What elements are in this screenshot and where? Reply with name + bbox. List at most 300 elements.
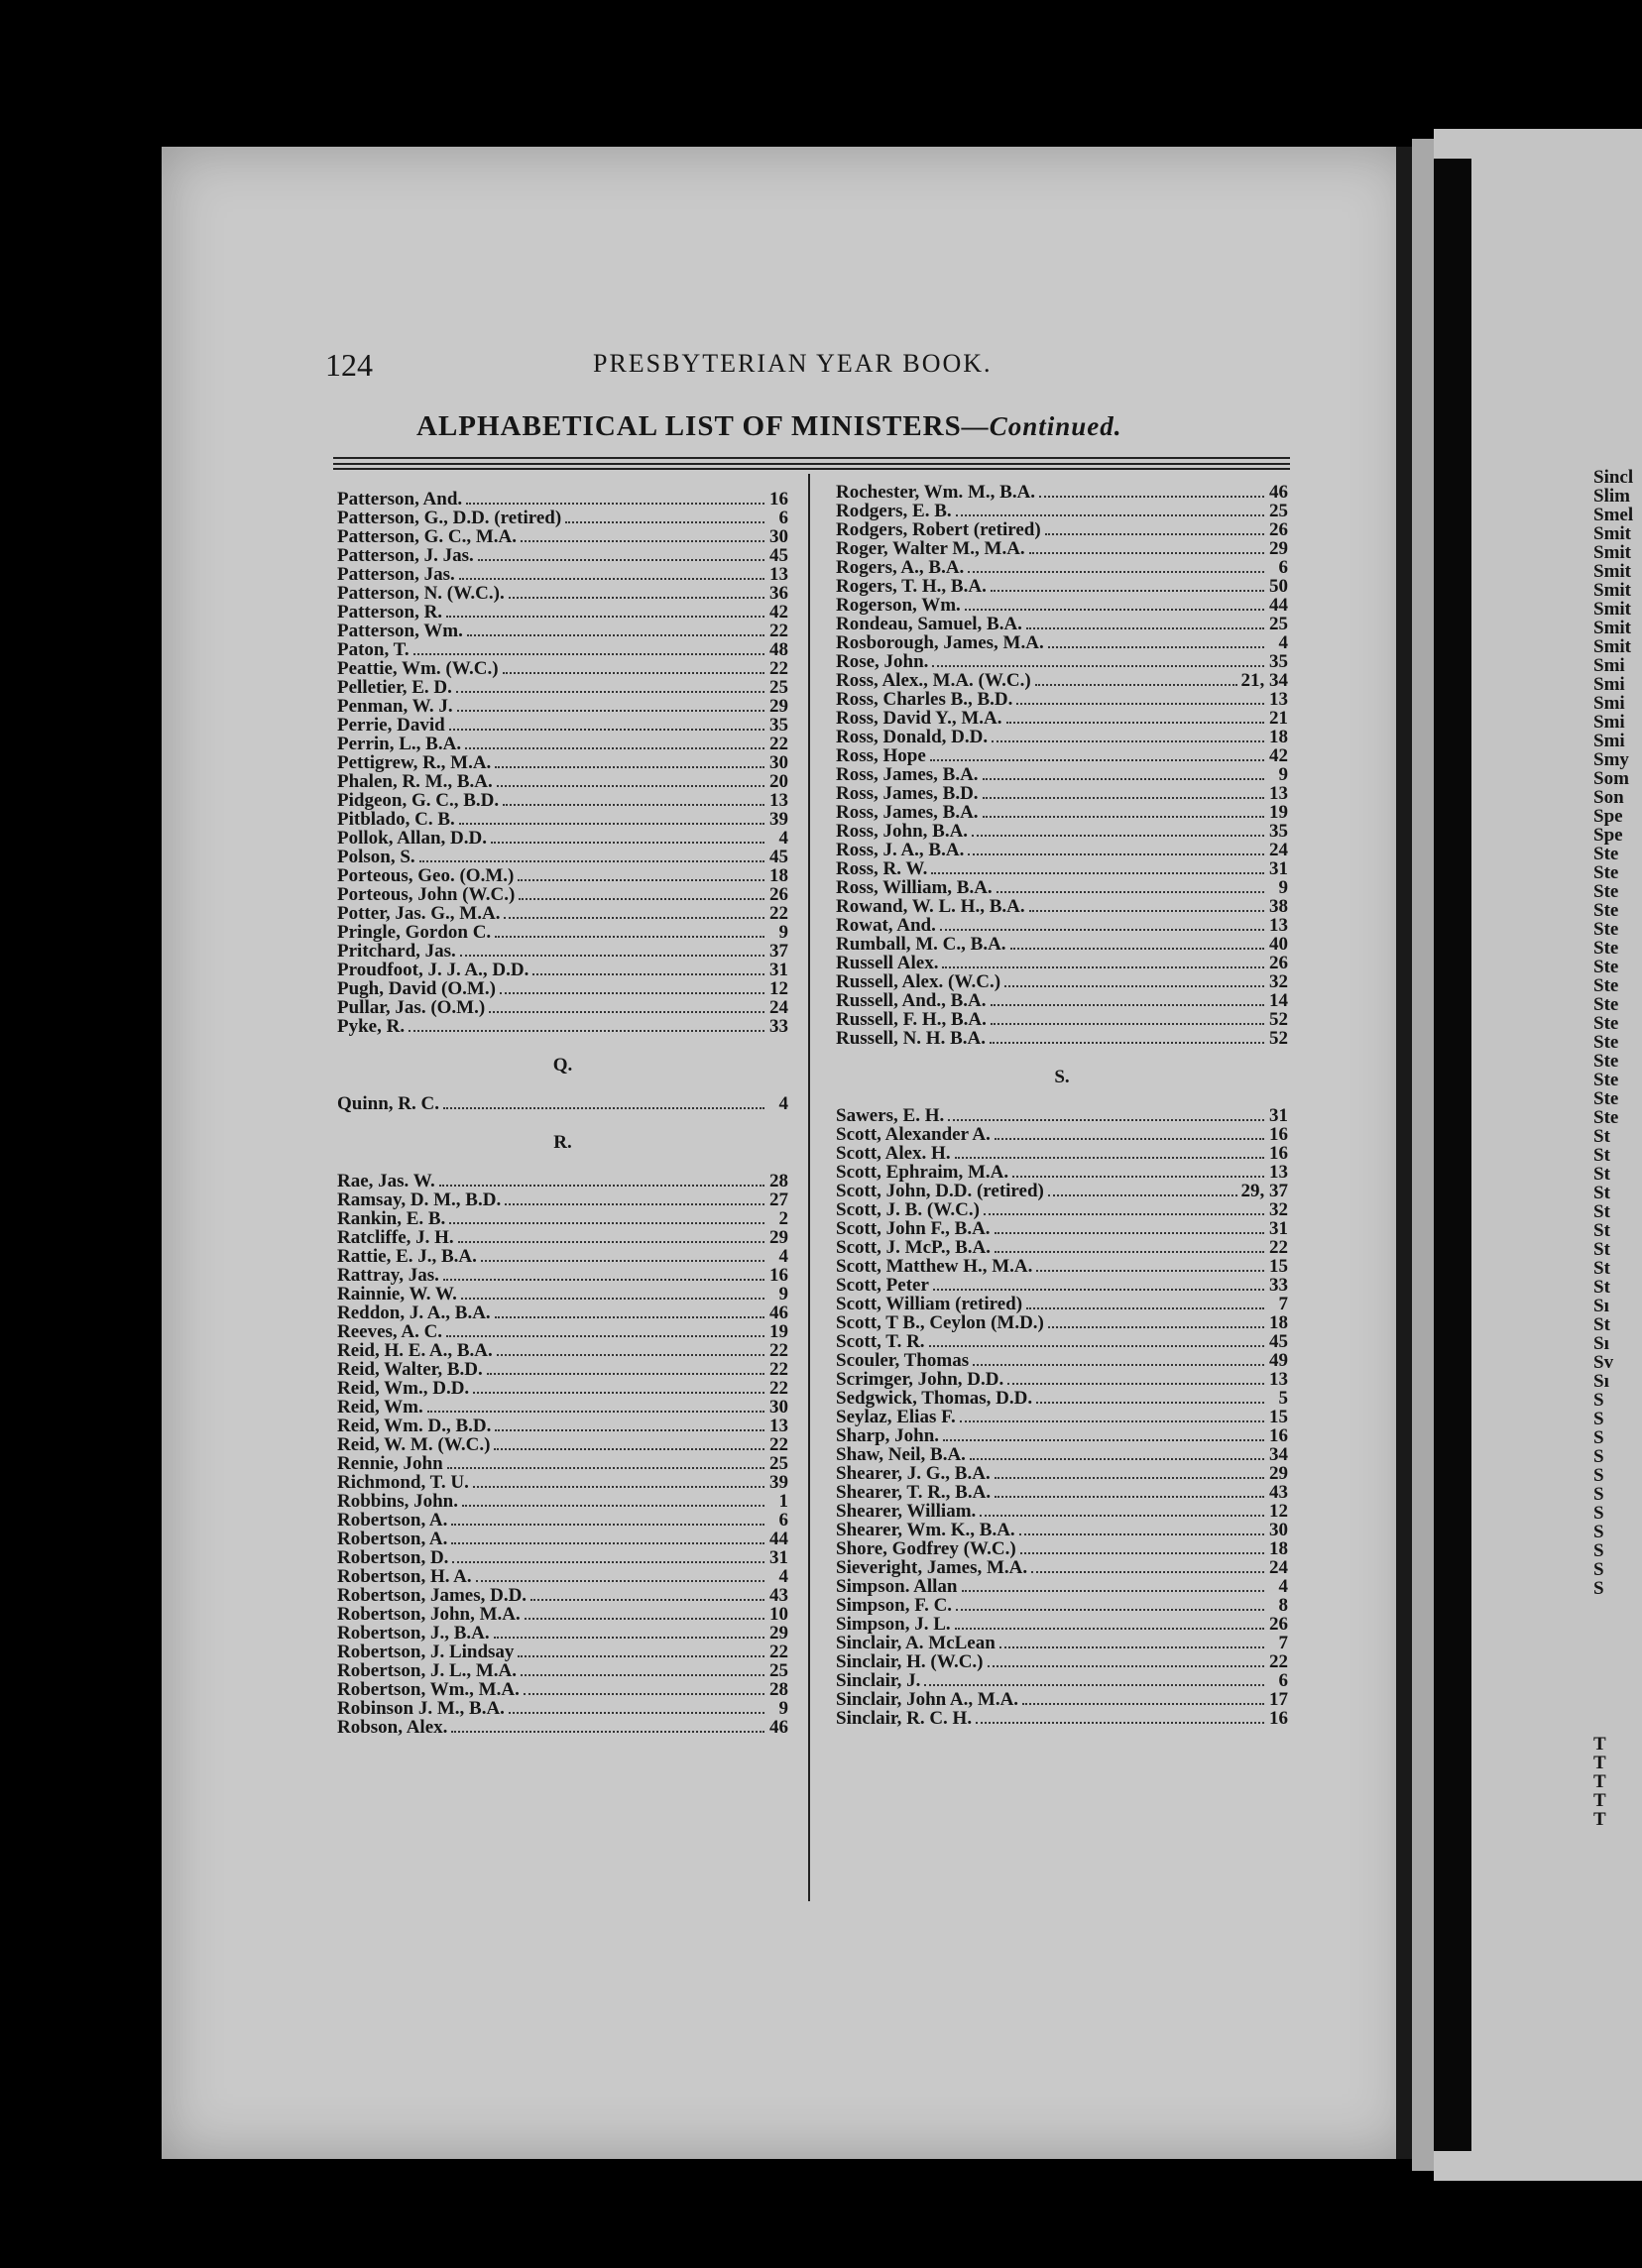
entry-page: 26 <box>1269 1614 1288 1635</box>
list-entry <box>337 1094 788 1113</box>
book-spine <box>1434 159 1471 2151</box>
dot-leader <box>509 596 764 599</box>
dot-leader <box>456 690 764 693</box>
entry-page: 20 <box>769 771 788 792</box>
entry-name: Rogerson, Wm. <box>836 595 961 616</box>
list-entry <box>337 866 788 885</box>
entry-name: Rankin, E. B. <box>337 1208 446 1229</box>
dot-leader <box>965 608 1264 611</box>
entry-page: 25 <box>769 1453 788 1474</box>
entry-page: 45 <box>1269 1331 1288 1352</box>
facing-page-fragment: Smit <box>1593 618 1631 638</box>
list-entry <box>337 1643 788 1661</box>
dot-leader <box>1035 683 1237 686</box>
entry-name: Reid, Wm. D., B.D. <box>337 1416 492 1436</box>
dot-leader <box>473 1485 764 1488</box>
dot-leader <box>991 1022 1264 1025</box>
dot-leader <box>467 633 764 636</box>
dot-leader <box>530 1598 764 1601</box>
list-entry <box>337 622 788 640</box>
entry-page: 4 <box>778 1246 788 1267</box>
entry-page: 4 <box>1278 632 1288 653</box>
entry-name: Sedgwick, Thomas, D.D. <box>836 1388 1033 1409</box>
dot-leader <box>980 1514 1264 1517</box>
list-entry <box>836 1313 1288 1332</box>
list-entry <box>337 735 788 753</box>
facing-page-fragment: S <box>1593 1559 1604 1580</box>
entry-page: 16 <box>1269 1708 1288 1729</box>
dot-leader <box>460 954 764 957</box>
entry-page: 16 <box>769 489 788 510</box>
dot-leader <box>489 1010 764 1013</box>
section-title-continued: —Continued. <box>961 411 1122 441</box>
facing-page-fragment: Smi <box>1593 731 1625 751</box>
list-entry <box>836 1182 1288 1200</box>
facing-page-fragment: Sı <box>1593 1371 1609 1392</box>
dot-leader <box>449 1221 764 1224</box>
entry-page: 22 <box>1269 1651 1288 1672</box>
entry-name: Penman, W. J. <box>337 696 453 717</box>
entry-name: Robbins, John. <box>337 1491 458 1512</box>
facing-page-fragment: Spe <box>1593 806 1623 827</box>
facing-page-fragment: S <box>1593 1522 1604 1542</box>
list-entry <box>337 1680 788 1699</box>
entry-page: 42 <box>769 602 788 623</box>
entry-name: Rainnie, W. W. <box>337 1284 457 1304</box>
left-entries-r <box>337 1172 788 1737</box>
entry-page: 14 <box>1269 990 1288 1011</box>
entry-page: 22 <box>769 1434 788 1455</box>
entry-page: 26 <box>769 884 788 905</box>
facing-page-fragment: Smit <box>1593 636 1631 657</box>
entry-page: 9 <box>1278 764 1288 785</box>
facing-page-fragment: Smel <box>1593 505 1634 525</box>
entry-name: Scouler, Thomas <box>836 1350 970 1371</box>
entry-page: 25 <box>1269 614 1288 634</box>
entry-name: Pollok, Allan, D.D. <box>337 828 487 849</box>
dot-leader <box>995 1231 1264 1234</box>
entry-name: Scott, Ephraim, M.A. <box>836 1162 1009 1183</box>
entry-name: Reid, W. M. (W.C.) <box>337 1434 491 1455</box>
dot-leader <box>1026 626 1264 629</box>
list-entry <box>836 539 1288 558</box>
entry-name: Sharp, John. <box>836 1425 940 1446</box>
entry-name: Russell Alex. <box>836 953 939 973</box>
entry-name: Patterson, Wm. <box>337 621 463 641</box>
list-entry <box>337 772 788 791</box>
dot-leader <box>494 1447 764 1450</box>
dot-leader <box>924 1683 1264 1686</box>
entry-name: Rattie, E. J., B.A. <box>337 1246 477 1267</box>
list-entry <box>337 640 788 659</box>
facing-page-fragment: St <box>1593 1258 1610 1279</box>
entry-page: 29 <box>769 1227 788 1248</box>
list-entry <box>337 1247 788 1266</box>
entry-name: Perrin, L., B.A. <box>337 734 462 754</box>
facing-page-fragment: S <box>1593 1390 1604 1411</box>
list-entry <box>337 1530 788 1548</box>
list-entry <box>337 753 788 772</box>
entry-page: 4 <box>1278 1576 1288 1597</box>
entry-name: Proudfoot, J. J. A., D.D. <box>337 960 529 980</box>
list-entry <box>836 1257 1288 1276</box>
dot-leader <box>443 1106 764 1109</box>
entry-page: 31 <box>769 960 788 980</box>
list-entry <box>836 633 1288 652</box>
list-entry <box>337 1548 788 1567</box>
entry-page: 1 <box>778 1491 788 1512</box>
letter-heading-s: S. <box>1054 1067 1070 1087</box>
list-entry <box>337 527 788 546</box>
list-entry <box>337 942 788 961</box>
facing-page-fragment: Smi <box>1593 674 1625 695</box>
list-entry <box>337 546 788 565</box>
entry-name: Pritchard, Jas. <box>337 941 456 962</box>
entry-page: 29 <box>1269 1463 1288 1484</box>
facing-page-fragment: Ste <box>1593 1088 1619 1109</box>
facing-page-fragment: Smi <box>1593 655 1625 676</box>
dot-leader <box>473 1391 764 1394</box>
entry-name: Ross, William, B.A. <box>836 877 993 898</box>
entry-name: Roger, Walter M., M.A. <box>836 538 1025 559</box>
dot-leader <box>504 916 764 919</box>
entry-name: Russell, N. H. B.A. <box>836 1028 986 1049</box>
list-entry <box>836 520 1288 539</box>
entry-name: Shearer, J. G., B.A. <box>836 1463 991 1484</box>
list-entry <box>836 765 1288 784</box>
facing-page-fragment: St <box>1593 1314 1610 1335</box>
left-entries-q <box>337 1094 788 1113</box>
entry-name: Rosborough, James, M.A. <box>836 632 1044 653</box>
entry-name: Robertson, James, D.D. <box>337 1585 528 1606</box>
facing-page-fragment: Ste <box>1593 1051 1619 1072</box>
facing-page-fragment: Sv <box>1593 1352 1614 1373</box>
list-entry <box>337 1360 788 1379</box>
dot-leader <box>487 1372 764 1375</box>
list-entry <box>836 1634 1288 1652</box>
entry-name: Perrie, David <box>337 715 445 736</box>
entry-name: Rae, Jas. W. <box>337 1171 435 1191</box>
facing-page-fragment: St <box>1593 1201 1610 1222</box>
entry-name: Scrimger, John, D.D. <box>836 1369 1004 1390</box>
entry-page: 5 <box>1278 1388 1288 1409</box>
list-entry <box>337 716 788 735</box>
facing-page-fragment: Smy <box>1593 749 1629 770</box>
list-entry <box>836 1426 1288 1445</box>
facing-page-fragment: S <box>1593 1484 1604 1505</box>
entry-page: 40 <box>1269 934 1288 955</box>
dot-leader <box>1016 702 1264 705</box>
entry-page: 30 <box>769 1397 788 1418</box>
entry-page: 21 <box>1269 708 1288 729</box>
list-entry <box>337 810 788 829</box>
dot-leader <box>984 1212 1264 1215</box>
right-column <box>836 483 1288 1728</box>
entry-page: 25 <box>1269 501 1288 521</box>
entry-page: 31 <box>1269 858 1288 879</box>
dot-leader <box>956 513 1264 516</box>
entry-page: 9 <box>778 922 788 943</box>
entry-name: Sinclair, R. C. H. <box>836 1708 973 1729</box>
dot-leader <box>461 1297 764 1300</box>
entry-page: 16 <box>1269 1124 1288 1145</box>
entry-name: Ross, Donald, D.D. <box>836 727 989 747</box>
section-title <box>416 410 1122 443</box>
dot-leader <box>1048 1193 1237 1196</box>
list-entry <box>836 558 1288 577</box>
dot-leader <box>447 1466 764 1469</box>
entry-name: Robinson J. M., B.A. <box>337 1698 505 1719</box>
entry-name: Patterson, And. <box>337 489 463 510</box>
list-entry <box>337 791 788 810</box>
dot-leader <box>525 1617 764 1620</box>
list-entry <box>337 923 788 942</box>
entry-page: 19 <box>769 1321 788 1342</box>
entry-name: Rochester, Wm. M., B.A. <box>836 482 1036 503</box>
entry-name: Scott, John F., B.A. <box>836 1218 991 1239</box>
list-entry <box>836 841 1288 859</box>
entry-name: Rumball, M. C., B.A. <box>836 934 1006 955</box>
entry-page: 46 <box>1269 482 1288 503</box>
facing-page-fragment: Smi <box>1593 693 1625 714</box>
facing-page-fragment: Ste <box>1593 957 1619 977</box>
entry-page: 33 <box>769 1016 788 1037</box>
list-entry <box>337 603 788 622</box>
entry-name: Rowat, And. <box>836 915 936 936</box>
facing-page-fragment: T <box>1593 1735 1606 1755</box>
entry-name: Patterson, N. (W.C.). <box>337 583 505 604</box>
entry-page: 35 <box>769 715 788 736</box>
entry-name: Shearer, William. <box>836 1501 977 1522</box>
facing-page-fragment: Ste <box>1593 938 1619 959</box>
entry-name: Ratcliffe, J. H. <box>337 1227 454 1248</box>
title-rule-2 <box>333 463 1290 465</box>
list-entry <box>337 1398 788 1417</box>
dot-leader <box>458 1240 764 1243</box>
entry-name: Ross, Hope <box>836 745 926 766</box>
dot-leader <box>995 1495 1264 1498</box>
entry-name: Robertson, John, M.A. <box>337 1604 521 1625</box>
entry-name: Pelletier, E. D. <box>337 677 452 698</box>
entry-page: 35 <box>1269 821 1288 842</box>
dot-leader <box>992 739 1264 742</box>
entry-page: 31 <box>769 1547 788 1568</box>
entry-page: 30 <box>769 752 788 773</box>
entry-name: Shaw, Neil, B.A. <box>836 1444 966 1465</box>
list-entry <box>836 1652 1288 1671</box>
list-entry <box>836 1445 1288 1464</box>
dot-leader <box>446 615 764 618</box>
entry-name: Scott, J. McP., B.A. <box>836 1237 992 1258</box>
entry-page: 34 <box>1269 1444 1288 1465</box>
entry-page: 24 <box>1269 1557 1288 1578</box>
entry-name: Robertson, D. <box>337 1547 449 1568</box>
entry-name: Shore, Godfrey (W.C.) <box>836 1538 1016 1559</box>
facing-page-fragment: St <box>1593 1277 1610 1298</box>
entry-name: Russell, F. H., B.A. <box>836 1009 987 1030</box>
list-entry <box>836 577 1288 596</box>
entry-page: 35 <box>1269 651 1288 672</box>
entry-page: 9 <box>1278 877 1288 898</box>
entry-name: Ross, R. W. <box>836 858 928 879</box>
dot-leader <box>962 1589 1265 1592</box>
entry-page: 13 <box>1269 915 1288 936</box>
entry-page: 45 <box>769 545 788 566</box>
dot-leader <box>481 1259 764 1262</box>
list-entry <box>836 1709 1288 1728</box>
left-entries-p <box>337 490 788 1036</box>
section-title-text: ALPHABETICAL LIST OF MINISTERS <box>416 410 962 442</box>
entry-page: 4 <box>778 828 788 849</box>
entry-name: Reid, H. E. A., B.A. <box>337 1340 493 1361</box>
entry-name: Ross, Charles B., B.D. <box>836 689 1013 710</box>
entry-name: Quinn, R. C. <box>337 1093 439 1114</box>
dot-leader <box>500 991 764 994</box>
facing-page-fragment: Son <box>1593 787 1624 808</box>
entry-page: 22 <box>1269 1237 1288 1258</box>
list-entry <box>836 1370 1288 1389</box>
dot-leader <box>973 1363 1264 1366</box>
entry-name: Simpson. Allan <box>836 1576 958 1597</box>
entry-page: 24 <box>769 997 788 1018</box>
entry-page: 39 <box>769 1472 788 1493</box>
dot-leader <box>991 589 1264 592</box>
entry-name: Porteous, Geo. (O.M.) <box>337 865 515 886</box>
entry-page: 52 <box>1269 1028 1288 1049</box>
list-entry <box>337 998 788 1017</box>
entry-name: Pyke, R. <box>337 1016 406 1037</box>
dot-leader <box>462 1504 764 1507</box>
list-entry <box>836 671 1288 690</box>
facing-page-fragment: S <box>1593 1578 1604 1598</box>
entry-name: Scott, J. B. (W.C.) <box>836 1199 980 1220</box>
list-entry <box>836 1615 1288 1634</box>
entry-page: 9 <box>778 1698 788 1719</box>
facing-page-fragment: Ste <box>1593 862 1619 883</box>
facing-page-fragment: St <box>1593 1126 1610 1147</box>
list-entry <box>836 1163 1288 1182</box>
entry-name: Sinclair, H. (W.C.) <box>836 1651 984 1672</box>
entry-name: Patterson, R. <box>337 602 443 623</box>
facing-page-fragment: T <box>1593 1790 1606 1811</box>
list-entry <box>337 1473 788 1492</box>
list-entry <box>836 1389 1288 1408</box>
dot-leader <box>1036 1401 1264 1404</box>
entry-page: 7 <box>1278 1294 1288 1314</box>
list-entry <box>836 1502 1288 1521</box>
entry-page: 29 <box>769 696 788 717</box>
dot-leader <box>495 1315 764 1318</box>
dot-leader <box>1019 1532 1264 1535</box>
entry-name: Polson, S. <box>337 847 415 867</box>
dot-leader <box>1045 532 1264 535</box>
dot-leader <box>494 1636 764 1639</box>
entry-page: 22 <box>769 1340 788 1361</box>
entry-name: Rogers, A., B.A. <box>836 557 965 578</box>
dot-leader <box>476 1579 764 1582</box>
entry-page: 22 <box>769 734 788 754</box>
list-entry <box>337 1435 788 1454</box>
entry-page: 28 <box>769 1171 788 1191</box>
entry-page: 13 <box>1269 1369 1288 1390</box>
entry-name: Robson, Alex. <box>337 1717 448 1738</box>
list-entry <box>836 1464 1288 1483</box>
dot-leader <box>1004 984 1264 987</box>
entry-page: 25 <box>769 1660 788 1681</box>
list-entry <box>337 1492 788 1511</box>
entry-name: Simpson, J. L. <box>836 1614 951 1635</box>
running-head: PRESBYTERIAN YEAR BOOK. <box>593 349 993 378</box>
entry-page: 22 <box>769 903 788 924</box>
column-divider <box>808 474 810 1901</box>
dot-leader <box>524 1692 764 1695</box>
entry-name: Russell, Alex. (W.C.) <box>836 971 1001 992</box>
dot-leader <box>930 758 1264 761</box>
dot-leader <box>427 1410 764 1413</box>
dot-leader <box>1012 1175 1264 1178</box>
list-entry <box>337 1209 788 1228</box>
dot-leader <box>478 558 764 561</box>
letter-heading-q: Q. <box>552 1055 573 1076</box>
entry-page: 22 <box>769 1642 788 1662</box>
dot-leader <box>933 1288 1264 1291</box>
entry-page: 22 <box>769 1359 788 1380</box>
list-entry <box>836 991 1288 1010</box>
dot-leader <box>956 1608 1264 1611</box>
dot-leader <box>932 664 1264 667</box>
dot-leader <box>1006 721 1264 724</box>
entry-page: 28 <box>769 1679 788 1700</box>
dot-leader <box>459 822 764 825</box>
dot-leader <box>503 803 764 806</box>
entry-page: 18 <box>1269 1538 1288 1559</box>
list-entry <box>836 1690 1288 1709</box>
entry-name: Ross, David Y., M.A. <box>836 708 1002 729</box>
facing-page-fragment: Ste <box>1593 1070 1619 1090</box>
entry-page: 30 <box>769 526 788 547</box>
entry-page: 15 <box>1269 1407 1288 1427</box>
list-entry <box>836 1671 1288 1690</box>
list-entry <box>337 1285 788 1304</box>
dot-leader <box>519 897 764 900</box>
entry-page: 6 <box>1278 557 1288 578</box>
facing-page-fragment: T <box>1593 1809 1606 1829</box>
list-entry <box>337 659 788 678</box>
dot-leader <box>446 1334 764 1337</box>
entry-page: 13 <box>769 564 788 585</box>
facing-page-fragment: St <box>1593 1239 1610 1260</box>
dot-leader <box>972 834 1264 837</box>
entry-name: Scott, Peter <box>836 1275 929 1296</box>
list-entry <box>337 1266 788 1285</box>
dot-leader <box>929 1344 1264 1347</box>
dot-leader <box>497 1353 764 1356</box>
dot-leader <box>1029 551 1264 554</box>
dot-leader <box>503 671 764 674</box>
facing-page-fragment: Smit <box>1593 561 1631 582</box>
dot-leader <box>1026 1306 1264 1309</box>
entry-page: 13 <box>1269 1162 1288 1183</box>
list-entry <box>337 1017 788 1036</box>
entry-name: Robertson, H. A. <box>337 1566 472 1587</box>
dot-leader <box>1039 495 1264 498</box>
entry-name: Pringle, Gordon C. <box>337 922 492 943</box>
entry-name: Shearer, Wm. K., B.A. <box>836 1520 1015 1540</box>
dot-leader <box>497 784 764 787</box>
list-entry <box>836 897 1288 916</box>
dot-leader <box>955 1156 1264 1159</box>
facing-page-fragment: Sı <box>1593 1296 1609 1316</box>
